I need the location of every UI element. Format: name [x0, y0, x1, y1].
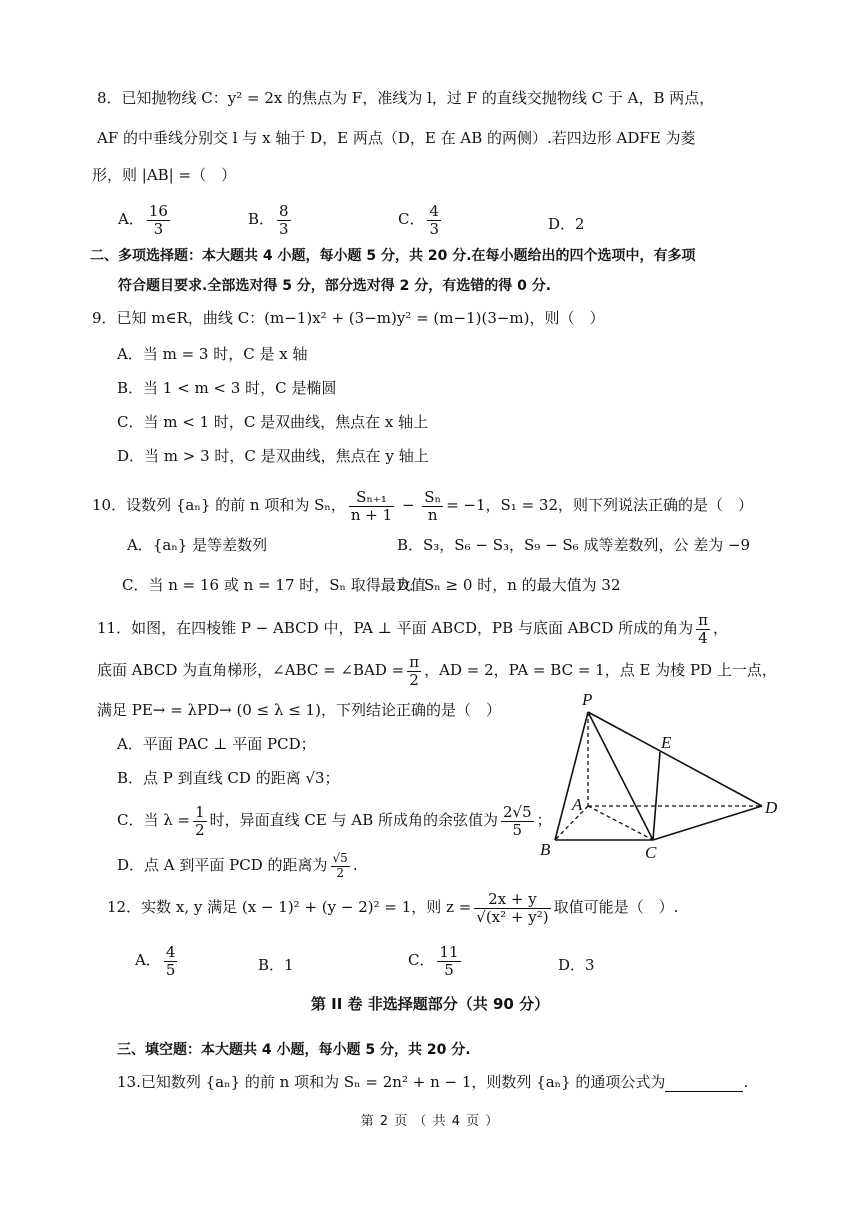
- q8-line3: 形，则 |AB| =（ ）: [92, 166, 237, 184]
- q12-option-b: B．1: [258, 956, 294, 974]
- q12-option-d: D．3: [558, 956, 595, 974]
- label-e: E: [661, 733, 672, 752]
- q12-option-c: C． $\frac{11}{5}$: [408, 943, 459, 979]
- section2-line2: 符合题目要求.全部选对得 5 分，部分选对得 2 分，有选错的得 0 分.: [118, 278, 552, 294]
- section3-heading: 三、填空题：本大题共 4 小题，每小题 5 分，共 20 分.: [117, 1042, 471, 1058]
- label-b: B: [540, 840, 551, 859]
- segment-ce: [653, 752, 660, 840]
- q11-line1: 11．如图，在四棱锥 P − ABCD 中，PA ⊥ 平面 ABCD，PB 与底面 ABCD 所成的角为 $\frac{\pi}{4}$ ，: [97, 611, 728, 647]
- q8-option-a: A． $\frac{16}{3}$: [118, 202, 168, 238]
- q11-option-a: A．平面 PAC ⊥ 平面 PCD；: [117, 735, 316, 753]
- edge-pc: [588, 712, 653, 840]
- edge-pd: [588, 712, 762, 806]
- label-c: C: [645, 843, 657, 862]
- label-a: A: [572, 795, 583, 814]
- edge-ac: [588, 806, 653, 840]
- q10-option-a: A．{aₙ} 是等差数列: [127, 536, 268, 554]
- part2-title: 第 II 卷 非选择题部分（共 90 分）: [310, 995, 550, 1013]
- edge-pb: [555, 712, 588, 840]
- q9-option-c: C．当 m < 1 时，C 是双曲线，焦点在 x 轴上: [117, 413, 429, 431]
- page-footer: 第 2 页 （ 共 4 页 ）: [360, 1114, 500, 1129]
- q9-option-a: A．当 m = 3 时，C 是 x 轴: [117, 345, 308, 363]
- q11-option-d: D．点 A 到平面 PCD 的距离为 $\frac{√5}{2}$ .: [117, 851, 358, 880]
- q8-line1: 8．已知抛物线 C：y² = 2x 的焦点为 F，准线为 l，过 F 的直线交抛物线 C 于 A，B 两点，: [97, 89, 715, 107]
- q8-line2: AF 的中垂线分别交 l 与 x 轴于 D，E 两点（D，E 在 AB 的两侧）.若四边形 ADFE 为菱: [97, 129, 696, 147]
- q13-text: 13.已知数列 {aₙ} 的前 n 项和为 Sₙ = 2n² + n − 1，则数列 {aₙ} 的通项公式为 .: [117, 1073, 749, 1091]
- section2-line1: 二、多项选择题：本大题共 4 小题，每小题 5 分，共 20 分.在每小题给出的四个选项中，有多项: [90, 248, 696, 264]
- q12-stem: 12．实数 x, y 满足 (x − 1)² + (y − 2)² = 1，则 z = $\frac{2x + y}{\text{√(x² + y²)}}$ 取值可能是（ ）.: [107, 890, 679, 926]
- q9-option-b: B．当 1 < m < 3 时，C 是椭圆: [117, 379, 337, 397]
- q13-answer-blank: [665, 1077, 743, 1092]
- label-p: P: [582, 690, 593, 709]
- q8-option-c: C． $\frac{4}{3}$: [398, 202, 440, 238]
- q10-option-b: B．S₃，S₆ − S₃，S₉ − S₆ 成等差数列，公 差为 −9: [397, 536, 751, 554]
- q8-option-d: D．2: [548, 215, 585, 233]
- edge-cd: [653, 806, 762, 840]
- q10-option-d: D．Sₙ ≥ 0 时，n 的最大值为 32: [397, 576, 621, 594]
- q12-option-a: A． $\frac{4}{5}$: [135, 943, 176, 979]
- q8-option-b: B． $\frac{8}{3}$: [248, 202, 289, 238]
- q10-option-c: C．当 n = 16 或 n = 17 时，Sₙ 取得最大值: [122, 576, 426, 594]
- q9-option-d: D．当 m > 3 时，C 是双曲线，焦点在 y 轴上: [117, 447, 429, 465]
- label-d: D: [765, 798, 778, 817]
- q9-stem: 9．已知 m∈R，曲线 C：(m−1)x² + (3−m)y² = (m−1)(3−m)，则（ ）: [92, 309, 605, 327]
- q11-option-c: C．当 λ = $\frac{1}{2}$ 时，异面直线 CE 与 AB 所成角的余弦值为 $\frac{2√5}{5}$ ；: [117, 803, 552, 839]
- pyramid-figure: [530, 690, 790, 865]
- q11-option-b: B．点 P 到直线 CD 的距离 √3；: [117, 769, 340, 787]
- q11-line2: 底面 ABCD 为直角梯形，∠ABC = ∠BAD = $\frac{\pi}{2}$ ，AD = 2，PA = BC = 1，点 E 为棱 PD 上一点，: [97, 653, 777, 689]
- q10-stem: 10．设数列 {aₙ} 的前 n 项和为 Sₙ， $\frac{\text{Sₙ₊₁}}{n + 1}$ − $\frac{\text{Sₙ}}{n}$ = −1，S₁ = 32，则下列说法正确的是（ ）: [92, 488, 753, 524]
- q11-line3: 满足 PE→ = λPD→ (0 ≤ λ ≤ 1)，下列结论正确的是（ ）: [97, 701, 501, 719]
